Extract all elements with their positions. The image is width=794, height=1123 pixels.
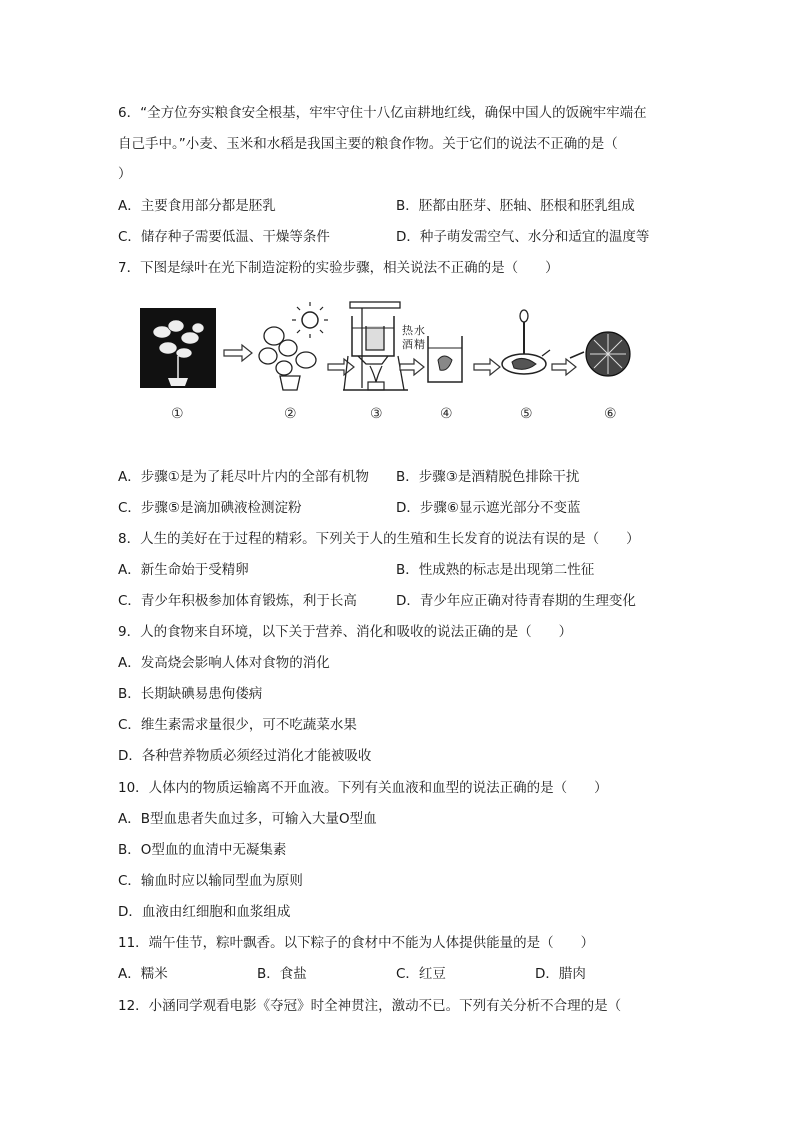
q6-option-c[interactable]: C．储存种子需要低温、干燥等条件	[118, 229, 330, 245]
step-number-2: ②	[284, 406, 297, 422]
q11-option-b[interactable]: B．食盐	[257, 966, 307, 982]
q9-option-a[interactable]: A．发高烧会影响人体对食物的消化	[118, 655, 330, 671]
q8-option-d[interactable]: D．青少年应正确对待青春期的生理变化	[396, 593, 636, 609]
q7-option-d[interactable]: D．步骤⑥显示遮光部分不变蓝	[396, 500, 581, 516]
q8-option-c[interactable]: C．青少年积极参加体育锻炼，利于长高	[118, 593, 357, 609]
q10-option-d[interactable]: D．血液由红细胞和血浆组成	[118, 904, 291, 920]
q7-option-b[interactable]: B．步骤③是酒精脱色排除干扰	[396, 469, 580, 485]
q6-option-b[interactable]: B．胚都由胚芽、胚轴、胚根和胚乳组成	[396, 198, 635, 214]
q7-option-a[interactable]: A．步骤①是为了耗尽叶片内的全部有机物	[118, 469, 369, 485]
q9-option-b[interactable]: B．长期缺碘易患佝偻病	[118, 686, 263, 702]
q11-option-a[interactable]: A．糯米	[118, 966, 168, 982]
q10-option-b[interactable]: B．O型血的血清中无凝集素	[118, 842, 287, 858]
step-number-6: ⑥	[604, 406, 617, 422]
q11-option-c[interactable]: C．红豆	[396, 966, 446, 982]
label-alcohol: 酒	[402, 338, 413, 351]
step5-dropper-dish-image	[502, 310, 550, 374]
q10-stem: 10．人体内的物质运输离不开血液。下列有关血液和血型的说法正确的是（ ）	[118, 780, 608, 796]
label-jing: 精	[414, 338, 425, 351]
label-water: 水	[414, 324, 425, 337]
arrow-right-icon	[328, 359, 354, 375]
q12-stem: 12．小涵同学观看电影《夺冠》时全神贯注，激动不已。下列有关分析不合理的是（	[118, 998, 622, 1014]
step-number-3: ③	[370, 406, 383, 422]
arrow-right-icon	[400, 359, 424, 375]
q7-stem: 7．下图是绿叶在光下制造淀粉的实验步骤，相关说法不正确的是（ ）	[118, 260, 559, 276]
q11-option-d[interactable]: D．腊肉	[535, 966, 586, 982]
q10-option-a[interactable]: A．B型血患者失血过多，可输入大量O型血	[118, 811, 377, 827]
step6-stained-leaf-image	[570, 332, 630, 376]
step4-beaker-image	[428, 336, 462, 382]
q8-option-a[interactable]: A．新生命始于受精卵	[118, 562, 249, 578]
q7-option-c[interactable]: C．步骤⑤是滴加碘液检测淀粉	[118, 500, 302, 516]
q9-option-c[interactable]: C．维生素需求量很少，可不吃蔬菜水果	[118, 717, 357, 733]
q8-option-b[interactable]: B．性成熟的标志是出现第二性征	[396, 562, 595, 578]
step-number-5: ⑤	[520, 406, 533, 422]
experiment-steps-diagram	[138, 298, 658, 428]
step-number-1: ①	[171, 406, 184, 422]
q10-option-c[interactable]: C．输血时应以输同型血为原则	[118, 873, 303, 889]
arrow-right-icon	[474, 359, 500, 375]
q6-stem-line1: 6．“全方位夯实粮食安全根基，牢牢守住十八亿亩耕地红线，确保中国人的饭碗牢牢端在	[118, 105, 647, 121]
arrow-right-icon	[552, 359, 576, 375]
q9-option-d[interactable]: D．各种营养物质必须经过消化才能被吸收	[118, 748, 372, 764]
q9-stem: 9．人的食物来自环境，以下关于营养、消化和吸收的说法正确的是（ ）	[118, 624, 573, 640]
q6-stem-line2: 自己手中。”小麦、玉米和水稻是我国主要的粮食作物。关于它们的说法不正确的是（	[118, 136, 618, 152]
q8-stem: 8．人生的美好在于过程的精彩。下列关于人的生殖和生长发育的说法有误的是（ ）	[118, 531, 640, 547]
label-hot: 热	[402, 324, 413, 337]
q6-option-a[interactable]: A．主要食用部分都是胚乳	[118, 198, 276, 214]
step2-plant-sun-image	[259, 302, 328, 390]
step3-water-bath-image	[343, 302, 408, 390]
q6-stem-line3: ）	[118, 166, 132, 182]
step-number-4: ④	[440, 406, 453, 422]
arrow-right-icon	[224, 345, 252, 361]
step1-dark-plant-image	[140, 308, 216, 388]
q6-option-d[interactable]: D．种子萌发需空气、水分和适宜的温度等	[396, 229, 650, 245]
q7-experiment-figure	[138, 298, 658, 428]
q11-stem: 11．端午佳节，粽叶飘香。以下粽子的食材中不能为人体提供能量的是（ ）	[118, 935, 595, 951]
